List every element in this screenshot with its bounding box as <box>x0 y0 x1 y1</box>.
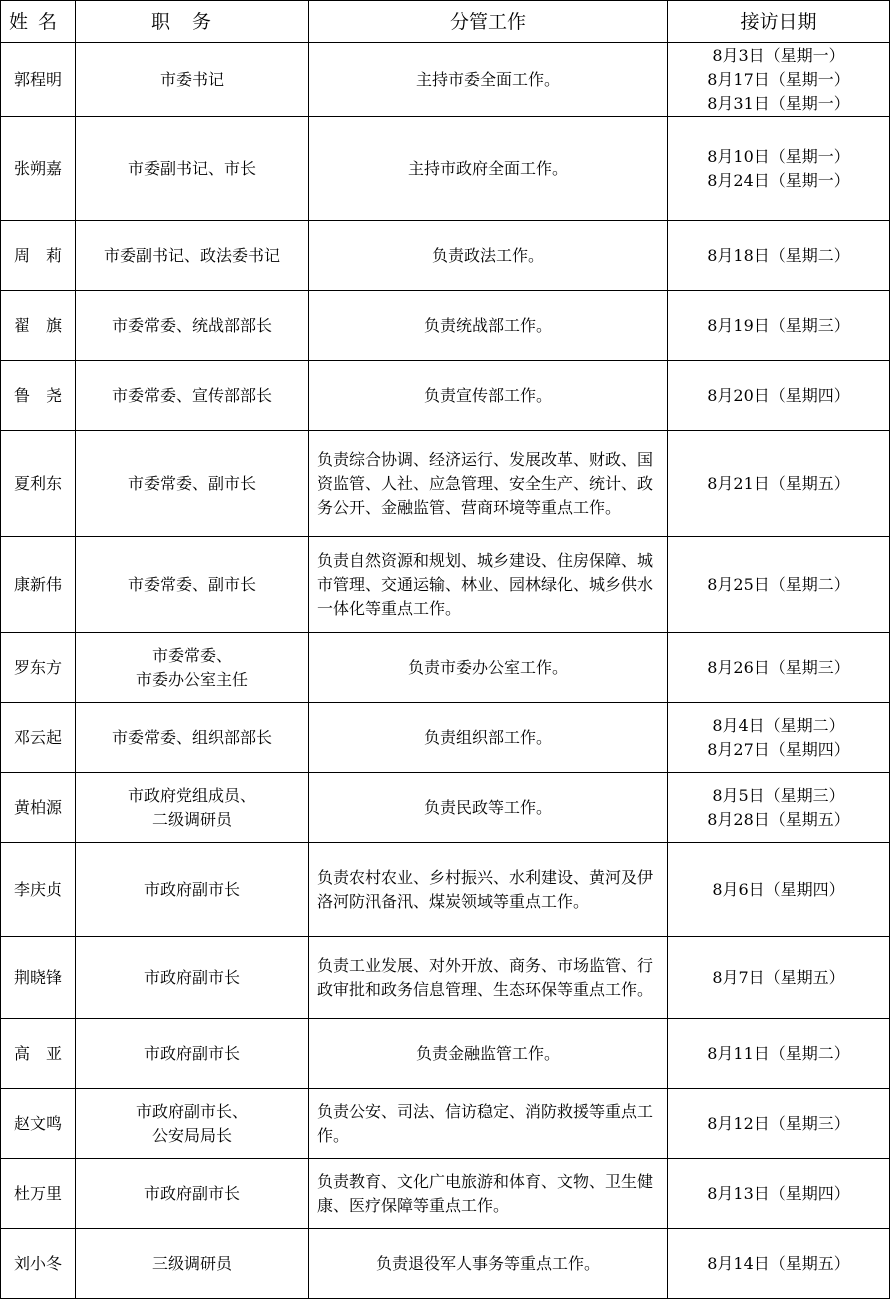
cell-duty: 负责组织部工作。 <box>309 703 668 773</box>
cell-name: 高 亚 <box>1 1019 76 1089</box>
date-line: 8月21日（星期五） <box>707 473 850 493</box>
table-row <box>1 1019 890 1089</box>
cell-duty: 负责教育、文化广电旅游和体育、文物、卫生健康、医疗保障等重点工作。 <box>309 1159 668 1229</box>
position-line: 市委常委、组织部部长 <box>111 727 272 747</box>
cell-position <box>76 537 309 633</box>
table-row <box>1 43 890 117</box>
position-line: 市政府副市长 <box>143 1043 240 1063</box>
date-line: 8月12日（星期三） <box>707 1113 850 1133</box>
position-line: 市政府副市长 <box>143 1183 240 1203</box>
position-line: 市政府副市长、 <box>135 1101 248 1121</box>
cell-name: 荆晓锋 <box>1 937 76 1019</box>
table-row <box>1 221 890 291</box>
cell-position <box>76 117 309 221</box>
cell-name: 周 莉 <box>1 221 76 291</box>
cell-dates <box>668 937 890 1019</box>
position-line: 市委办公室主任 <box>135 669 248 689</box>
cell-position <box>76 43 309 117</box>
table-body <box>1 43 890 1299</box>
position-line: 市委副书记、政法委书记 <box>103 245 280 265</box>
cell-name: 邓云起 <box>1 703 76 773</box>
position-line: 市委常委、宣传部部长 <box>111 385 272 405</box>
cell-duty: 主持市委全面工作。 <box>309 43 668 117</box>
table-row <box>1 537 890 633</box>
date-line: 8月4日（星期二） <box>712 715 845 735</box>
cell-position <box>76 1089 309 1159</box>
table-row <box>1 843 890 937</box>
position-line: 三级调研员 <box>151 1253 232 1273</box>
date-line: 8月27日（星期四） <box>707 739 850 759</box>
cell-dates <box>668 537 890 633</box>
cell-duty: 负责统战部工作。 <box>309 291 668 361</box>
cell-position <box>76 703 309 773</box>
date-line: 8月18日（星期二） <box>707 245 850 265</box>
date-line: 8月6日（星期四） <box>712 879 845 899</box>
cell-position <box>76 1229 309 1299</box>
cell-name: 杜万里 <box>1 1159 76 1229</box>
date-line: 8月3日（星期一） <box>712 45 845 65</box>
cell-name: 罗东方 <box>1 633 76 703</box>
cell-duty: 负责农村农业、乡村振兴、水利建设、黄河及伊洛河防汛备汛、煤炭领域等重点工作。 <box>309 843 668 937</box>
cell-name: 夏利东 <box>1 431 76 537</box>
header-duty: 分管工作 <box>309 1 668 43</box>
header-name: 姓名 <box>1 1 76 43</box>
position-line: 市政府副市长 <box>143 967 240 987</box>
cell-position <box>76 633 309 703</box>
date-line: 8月26日（星期三） <box>707 657 850 677</box>
cell-duty: 负责自然资源和规划、城乡建设、住房保障、城市管理、交通运输、林业、园林绿化、城乡供水一体化等重点工作。 <box>309 537 668 633</box>
table-row <box>1 937 890 1019</box>
date-line: 8月24日（星期一） <box>707 170 850 190</box>
cell-dates <box>668 773 890 843</box>
cell-dates <box>668 1159 890 1229</box>
position-line: 市委常委、 <box>151 645 232 665</box>
cell-name: 刘小冬 <box>1 1229 76 1299</box>
position-line: 市政府副市长 <box>143 879 240 899</box>
cell-duty: 负责宣传部工作。 <box>309 361 668 431</box>
cell-duty: 负责市委办公室工作。 <box>309 633 668 703</box>
cell-position <box>76 431 309 537</box>
cell-dates <box>668 291 890 361</box>
cell-duty: 负责综合协调、经济运行、发展改革、财政、国资监管、人社、应急管理、安全生产、统计、政务公开、金融监管、营商环境等重点工作。 <box>309 431 668 537</box>
cell-duty: 负责金融监管工作。 <box>309 1019 668 1089</box>
date-line: 8月28日（星期五） <box>707 809 850 829</box>
cell-position <box>76 361 309 431</box>
cell-position <box>76 773 309 843</box>
date-line: 8月14日（星期五） <box>707 1253 850 1273</box>
position-line: 市委常委、统战部部长 <box>111 315 272 335</box>
cell-name: 鲁 尧 <box>1 361 76 431</box>
cell-name: 翟 旗 <box>1 291 76 361</box>
header-position: 职务 <box>76 1 309 43</box>
table-row <box>1 361 890 431</box>
cell-name: 康新伟 <box>1 537 76 633</box>
header-date: 接访日期 <box>668 1 890 43</box>
cell-name: 赵文鸣 <box>1 1089 76 1159</box>
cell-duty: 负责退役军人事务等重点工作。 <box>309 1229 668 1299</box>
cell-dates <box>668 1229 890 1299</box>
cell-name: 郭程明 <box>1 43 76 117</box>
cell-name: 李庆贞 <box>1 843 76 937</box>
cell-position <box>76 1159 309 1229</box>
table-row <box>1 1159 890 1229</box>
date-line: 8月13日（星期四） <box>707 1183 850 1203</box>
date-line: 8月25日（星期二） <box>707 574 850 594</box>
table-row <box>1 117 890 221</box>
cell-name: 张朔嘉 <box>1 117 76 221</box>
cell-dates <box>668 431 890 537</box>
cell-position <box>76 937 309 1019</box>
cell-dates <box>668 843 890 937</box>
cell-duty: 负责公安、司法、信访稳定、消防救援等重点工作。 <box>309 1089 668 1159</box>
position-line: 市委书记 <box>159 69 224 89</box>
table-row <box>1 633 890 703</box>
cell-dates <box>668 1019 890 1089</box>
cell-position <box>76 291 309 361</box>
cell-dates <box>668 1089 890 1159</box>
position-line: 市委常委、副市长 <box>127 574 256 594</box>
date-line: 8月10日（星期一） <box>707 146 850 166</box>
table-row <box>1 291 890 361</box>
cell-dates <box>668 633 890 703</box>
position-line: 市委常委、副市长 <box>127 473 256 493</box>
cell-position <box>76 843 309 937</box>
date-line: 8月11日（星期二） <box>707 1043 850 1063</box>
cell-dates <box>668 361 890 431</box>
table-row <box>1 1229 890 1299</box>
position-line: 市委副书记、市长 <box>127 158 256 178</box>
table-row <box>1 431 890 537</box>
position-line: 公安局局长 <box>151 1125 232 1145</box>
table-row <box>1 703 890 773</box>
date-line: 8月20日（星期四） <box>707 385 850 405</box>
position-line: 市政府党组成员、 <box>127 785 256 805</box>
table-header-row <box>1 1 890 43</box>
cell-dates <box>668 703 890 773</box>
table-row <box>1 773 890 843</box>
date-line: 8月31日（星期一） <box>707 93 850 113</box>
cell-duty: 负责政法工作。 <box>309 221 668 291</box>
date-line: 8月5日（星期三） <box>712 785 845 805</box>
cell-name: 黄柏源 <box>1 773 76 843</box>
position-line: 二级调研员 <box>151 809 232 829</box>
table-row <box>1 1089 890 1159</box>
date-line: 8月19日（星期三） <box>707 315 850 335</box>
cell-dates <box>668 221 890 291</box>
cell-position <box>76 1019 309 1089</box>
cell-dates <box>668 43 890 117</box>
cell-duty: 主持市政府全面工作。 <box>309 117 668 221</box>
cell-dates <box>668 117 890 221</box>
cell-position <box>76 221 309 291</box>
cell-duty: 负责民政等工作。 <box>309 773 668 843</box>
cell-duty: 负责工业发展、对外开放、商务、市场监管、行政审批和政务信息管理、生态环保等重点工作。 <box>309 937 668 1019</box>
date-line: 8月17日（星期一） <box>707 69 850 89</box>
date-line: 8月7日（星期五） <box>712 967 845 987</box>
